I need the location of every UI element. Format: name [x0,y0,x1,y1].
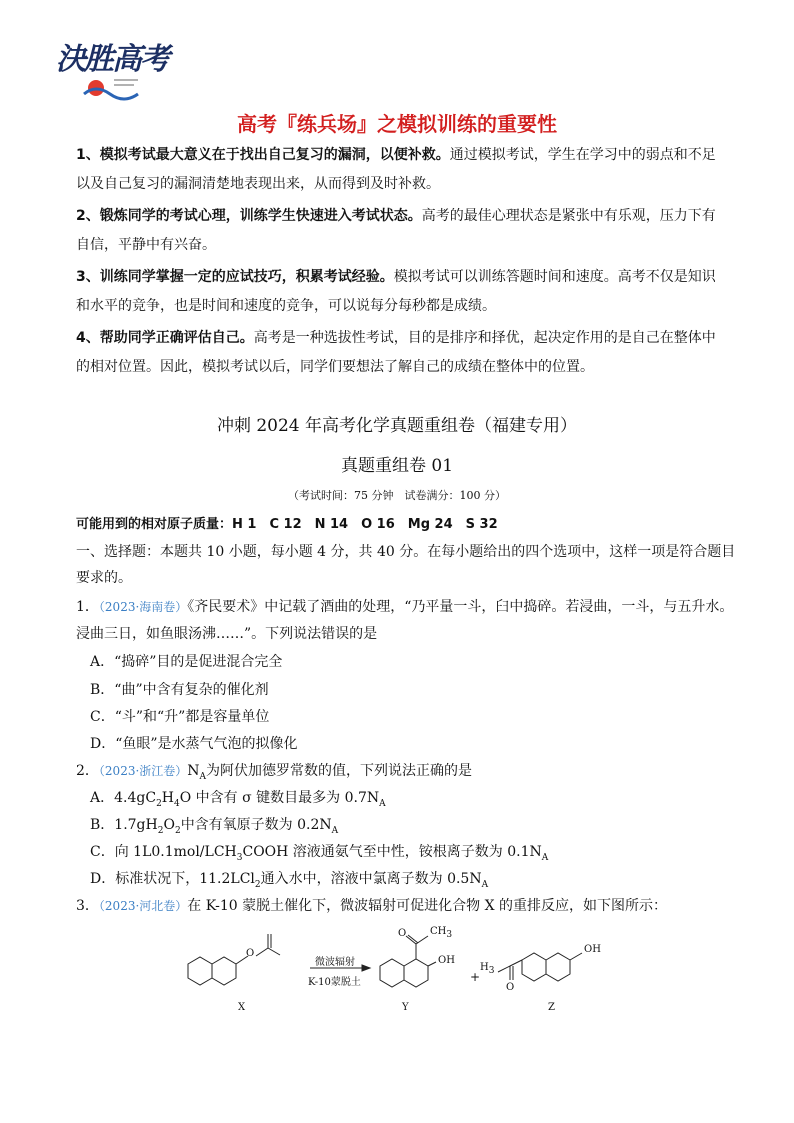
q1-option-b[interactable]: B．“曲”中含有复杂的催化剂 [90,682,269,698]
question-1-stem-line-2: 浸曲三日，如鱼眼汤沸……”。下列说法错误的是 [76,626,378,642]
option-text: 通入水中，溶液中氯离子数为 0.5N [260,871,482,887]
q2-option-a[interactable] [90,787,386,809]
section-instructions-2: 要求的。 [76,570,132,586]
importance-paragraph-2 [76,202,726,260]
question-source: （2023·浙江卷） [98,764,188,778]
subscript: 2 [174,825,181,836]
q2-option-d[interactable] [90,868,488,890]
section-instructions-1: 一、选择题：本题共 10 小题，每小题 4 分，共 40 分。在每小题给出的四个选项中，这样一项是符合题目 [76,544,736,560]
subscript: A [541,852,549,863]
question-number: 2． [76,763,99,779]
q2-option-b[interactable] [90,814,338,836]
subscript: A [331,825,339,836]
importance-paragraph-3 [76,263,726,321]
z-oxygen-label: O [506,982,515,993]
subscript: 2 [156,798,162,809]
question-2-stem [76,760,472,782]
paragraph-text: 高考的最佳心理状态是紧张中有乐观，压力下有自信，平静中有兴奋。 [76,208,716,253]
exam-title: 冲刺 2024 年高考化学真题重组卷（福建专用） [216,416,578,436]
question-number: 1． [76,599,99,615]
paragraph-bold: 4、帮助同学正确评估自己。 [76,330,254,346]
option-text: O [163,817,175,833]
subscript: A [481,879,489,890]
ester-oxygen-label: O [246,948,255,959]
z-hydroxyl-label: OH [584,944,601,955]
exam-info: （考试时间：75 分钟 试卷满分：100 分） [288,489,506,502]
option-text: C．向 1L0.1mol/LCH [90,844,237,860]
paragraph-text: 模拟考试可以训练答题时间和速度。高考不仅是知识和水平的竞争，也是时间和速度的竞争，可以说每分每秒都是成绩。 [76,269,716,314]
logo-text: 決胜高考 [56,42,168,77]
subscript: A [379,798,386,809]
plus-sign: + [470,970,481,984]
y-hydroxyl-label: OH [438,955,455,966]
question-source: （2023·河北卷） [98,899,188,913]
label-z: Z [548,1002,555,1013]
logo [56,34,176,104]
subscript: 3 [236,852,243,863]
q2-option-c[interactable] [90,841,548,863]
paragraph-bold: 1、模拟考试最大意义在于找出自己复习的漏洞，以便补救。 [76,147,450,163]
question-stem: 在 K-10 蒙脱土催化下，微波辐射可促进化合物 X 的重排反应，如下图所示： [187,898,668,914]
question-3-stem [76,895,667,915]
option-text: COOH 溶液通氨气至中性，铵根离子数为 0.1N [242,844,542,860]
arrow-condition-bottom: K-10蒙脱土 [308,977,361,988]
logo-emblem-icon [82,74,142,102]
option-text: H [161,790,175,806]
option-text: B．1.7gH [90,817,158,833]
q1-option-c[interactable]: C．“斗”和“升”都是容量单位 [90,709,270,725]
paragraph-bold: 3、训练同学掌握一定的应试技巧，积累考试经验。 [76,269,394,285]
option-text: D．标准状况下，11.2LCl [90,871,255,887]
question-stem: 为阿伏加德罗常数的值，下列说法正确的是 [206,763,473,779]
option-text: A．4.4gC [90,790,157,806]
atomic-masses: 可能用到的相对原子质量：H 1 C 12 N 14 O 16 Mg 24 S 32 [76,517,498,532]
reaction-scheme [180,918,620,1018]
page-title: 高考『练兵场』之模拟训练的重要性 [237,112,557,136]
avogadro-symbol: $N_A$ [187,763,207,782]
importance-paragraph-4 [76,324,726,382]
subscript: 2 [157,825,164,836]
question-source: （2023·海南卷） [98,600,188,614]
q1-option-d[interactable]: D．“鱼眼”是水蒸气气泡的拟像化 [90,736,298,752]
option-text: O 中含有 σ 键数目最多为 0.7N [179,790,380,806]
arrow-condition-top: 微波辐射 [315,957,355,968]
paragraph-text: 通过模拟考试，学生在学习中的弱点和不足以及自己复习的漏洞清楚地表现出来，从而得到及时补救。 [76,147,716,192]
subscript: 4 [174,798,180,809]
paragraph-text: 高考是一种选拔性考试，目的是排序和择优，起决定作用的是自己在整体中的相对位置。因此，模拟考试以后，同学们要想法了解自己的成绩在整体中的位置。 [76,330,716,375]
question-number: 3． [76,898,99,914]
subscript: 2 [254,879,261,890]
z-methyl-label: $H_3$ [480,962,495,976]
label-y: Y [402,1002,409,1013]
option-text: 中含有氧原子数为 0.2N [180,817,332,833]
question-1-stem-line-1 [76,596,733,616]
q1-option-a[interactable]: A．“捣碎”目的是促进混合完全 [90,654,283,670]
question-stem: 《齐民要术》中记载了酒曲的处理，“乃平量一斗，臼中捣碎。若浸曲，一斗，与五升水。 [187,599,734,615]
exam-subtitle: 真题重组卷 01 [340,456,454,476]
y-methyl-label: $CH_3$ [430,926,453,940]
importance-paragraph-1 [76,141,726,199]
label-x: X [238,1002,246,1013]
y-oxygen-label: O [398,928,407,939]
paragraph-bold: 2、锻炼同学的考试心理，训练学生快速进入考试状态。 [76,208,422,224]
